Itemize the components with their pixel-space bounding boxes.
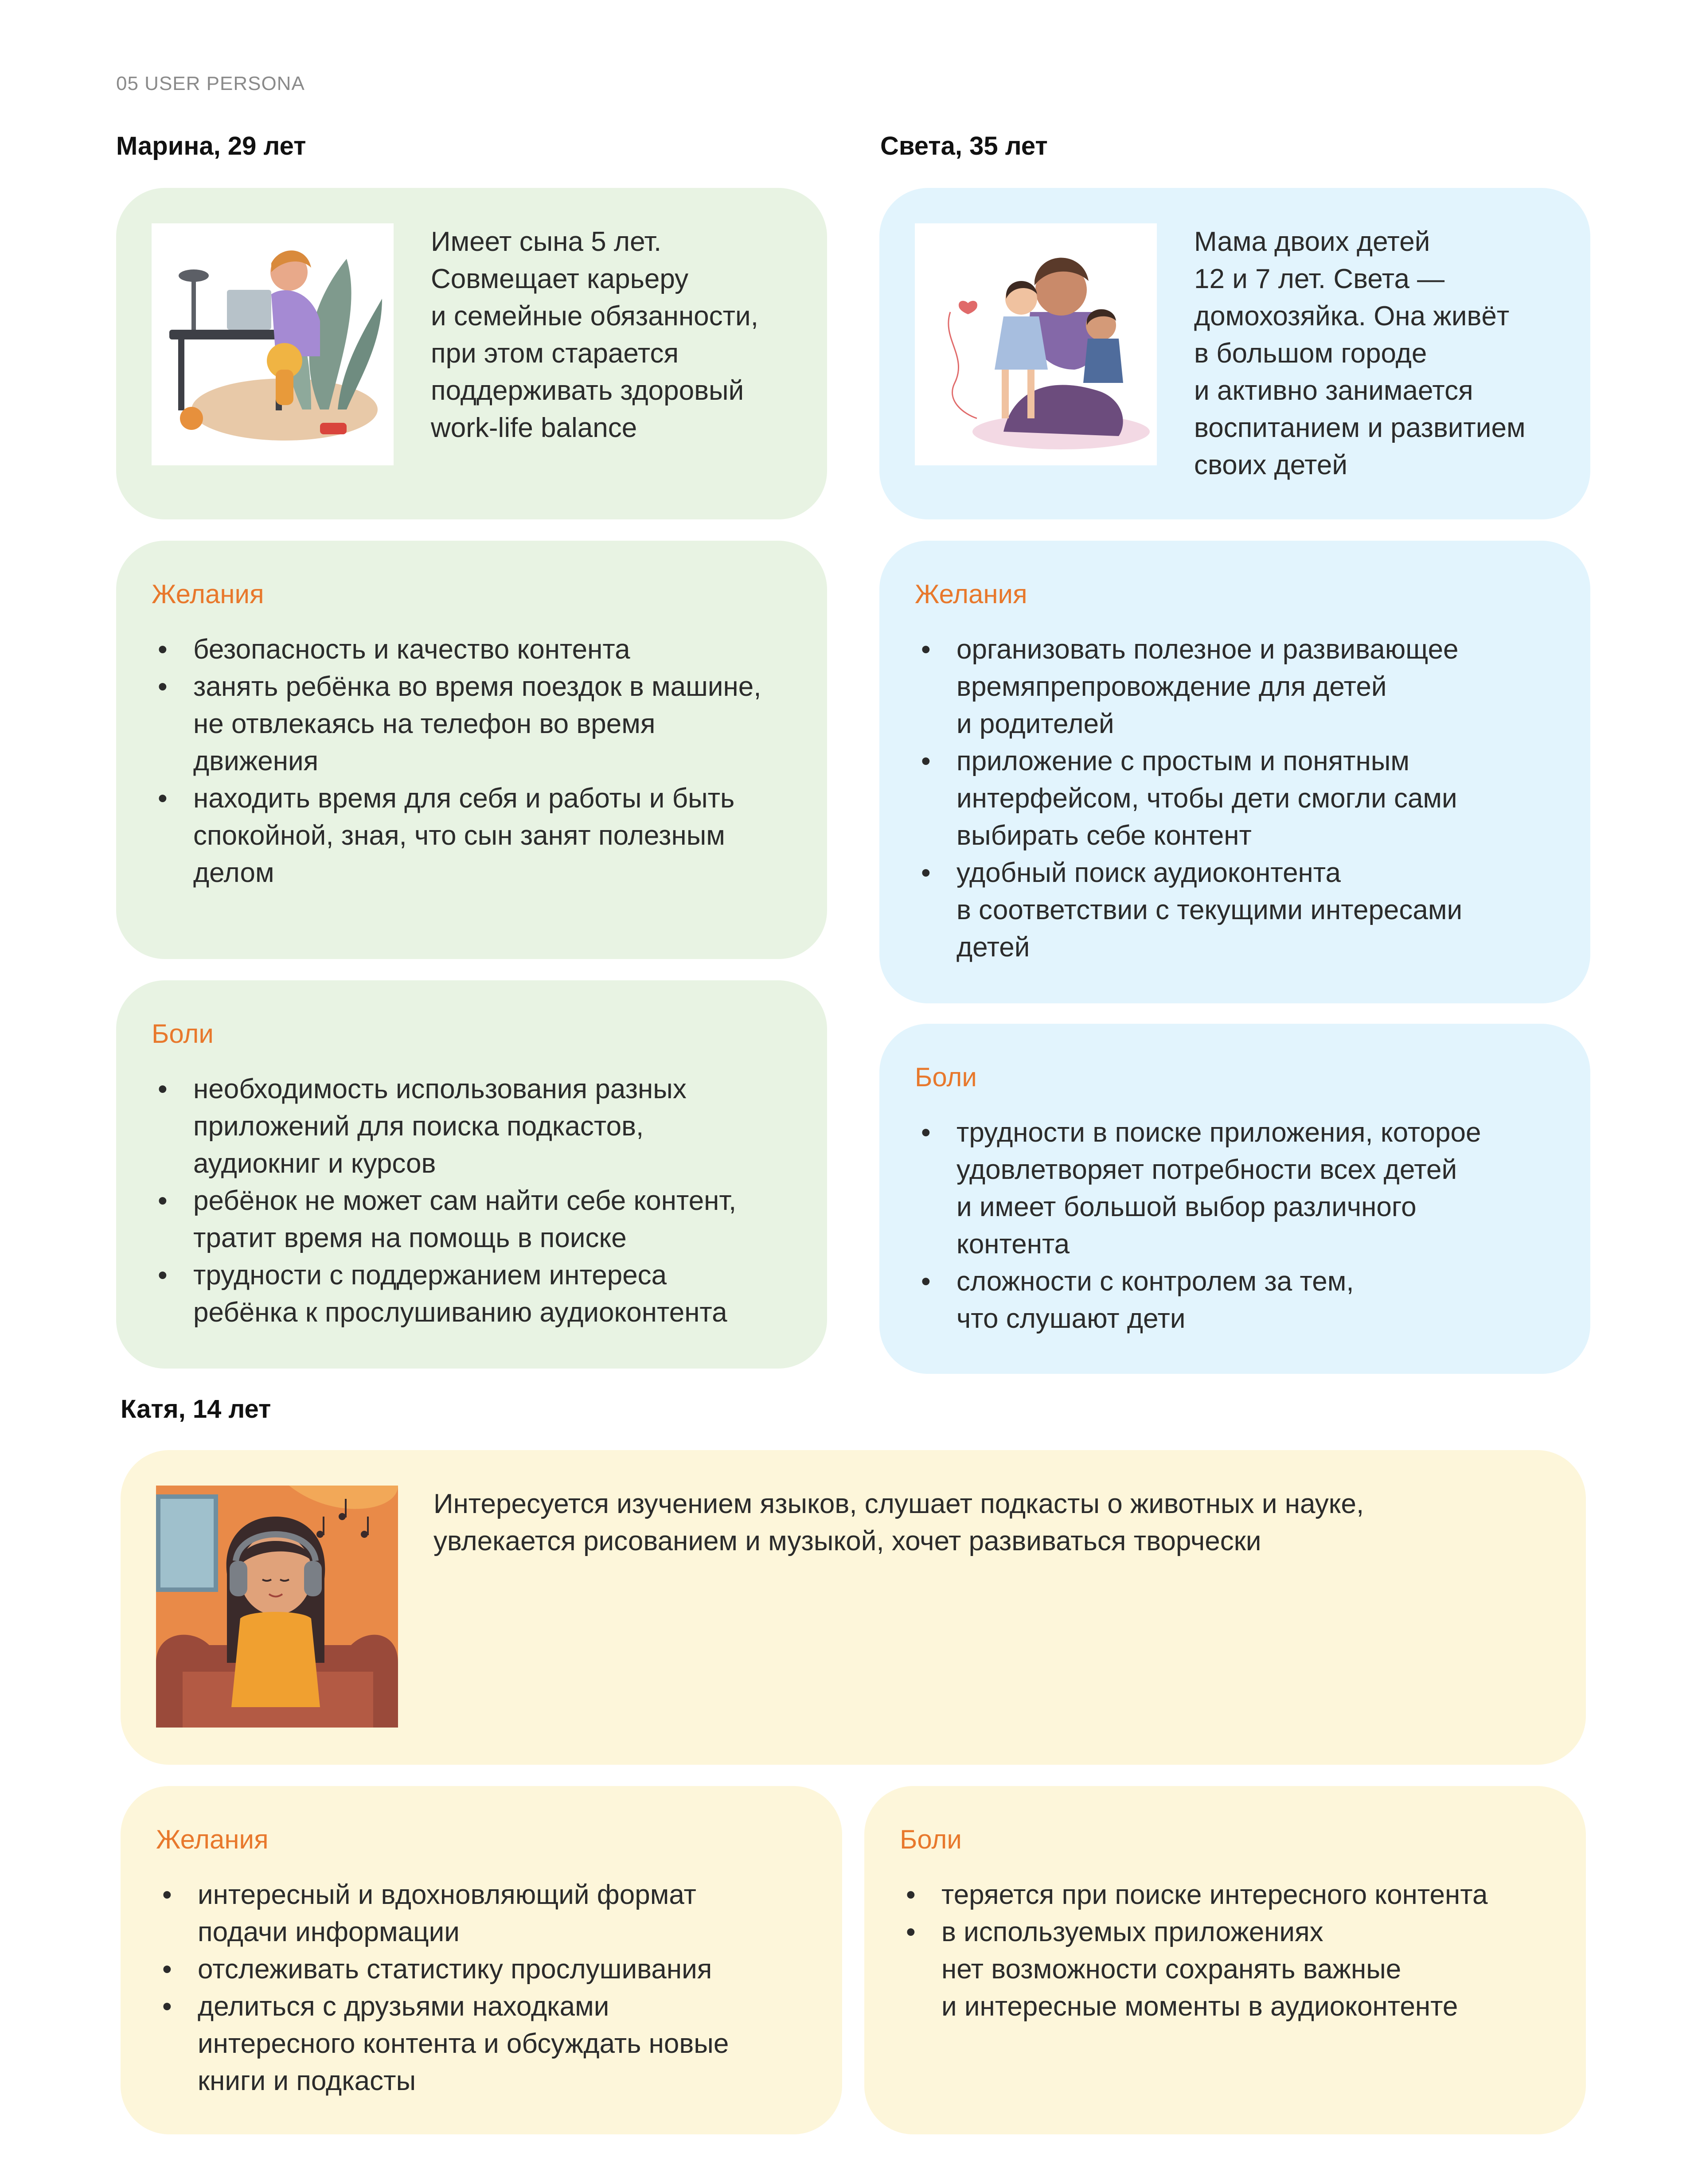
pains-list-katya (900, 1876, 1565, 2025)
pains-card-katya (864, 1786, 1586, 2134)
list-item: • трудности с поддержанием интереса ребёнка к прослушиванию аудиоконтента (152, 1257, 808, 1331)
pains-title: Боли (915, 1062, 977, 1092)
persona-intro-text-katya (433, 1486, 1364, 1560)
list-item: • занять ребёнка во время поездок в машине, не отвлекаясь на телефон во время движения (152, 668, 808, 780)
list-item: • организовать полезное и развивающее времяпрепровождение для детей и родителей (915, 631, 1571, 743)
pains-title: Боли (900, 1825, 962, 1854)
persona-intro-card-katya (121, 1450, 1586, 1765)
persona-name-marina: Марина, 29 лет (116, 132, 306, 160)
list-item: • теряется при поиске интересного контента (900, 1876, 1565, 1914)
intro-line: 12 и 7 лет. Света — (1194, 264, 1445, 294)
desires-title: Желания (152, 579, 264, 609)
persona-intro-text-sveta (1194, 223, 1526, 484)
list-item: • ребёнок не может сам найти себе контент, тратит время на помощь в поиске (152, 1182, 808, 1257)
mother-with-children-illustration (915, 223, 1157, 465)
desires-list-marina (152, 631, 808, 892)
desires-card-marina (116, 541, 827, 959)
persona-intro-card-sveta (879, 188, 1590, 519)
woman-working-illustration (152, 223, 394, 465)
intro-line: и семейные обязанности, (431, 301, 758, 332)
pains-list-marina (152, 1071, 808, 1331)
girl-with-headphones-illustration (156, 1486, 398, 1728)
desires-title: Желания (156, 1825, 269, 1854)
intro-line: в большом городе (1194, 338, 1427, 369)
desires-card-katya (121, 1786, 842, 2134)
intro-line: Совмещает карьеру (431, 264, 689, 294)
section-label: 05 USER PERSONA (116, 73, 305, 94)
list-item: • в используемых приложениях нет возможности сохранять важные и интересные моменты в аудиоконтенте (900, 1914, 1565, 2025)
persona-name-sveta: Света, 35 лет (880, 132, 1048, 160)
intro-line: поддерживать здоровый (431, 375, 744, 406)
persona-intro-card-marina (116, 188, 827, 519)
desires-list-katya (156, 1876, 821, 2100)
list-item: • отслеживать статистику прослушивания (156, 1951, 821, 1988)
persona-intro-text-marina (431, 223, 758, 447)
intro-line: Мама двоих детей (1194, 226, 1430, 257)
pains-title: Боли (152, 1019, 214, 1049)
intro-line: Интересуется изучением языков, слушает подкасты о животных и науке, (433, 1489, 1364, 1519)
persona-name-katya: Катя, 14 лет (121, 1395, 271, 1424)
intro-line: увлекается рисованием и музыкой, хочет развиваться творчески (433, 1526, 1261, 1556)
list-item: • сложности с контролем за тем, что слушают дети (915, 1263, 1571, 1338)
desires-card-sveta (879, 541, 1590, 1003)
list-item: • удобный поиск аудиоконтента в соответствии с текущими интересами детей (915, 854, 1571, 966)
list-item: • необходимость использования разных приложений для поиска подкастов, аудиокниг и курсов (152, 1071, 808, 1182)
list-item: • приложение с простым и понятным интерфейсом, чтобы дети смогли сами выбирать себе контент (915, 743, 1571, 854)
intro-line: work-life balance (431, 413, 637, 443)
pains-list-sveta (915, 1114, 1571, 1338)
list-item: • делиться с друзьями находками интересного контента и обсуждать новые книги и подкасты (156, 1988, 821, 2100)
intro-line: своих детей (1194, 450, 1347, 480)
intro-line: домохозяйка. Она живёт (1194, 301, 1510, 332)
desires-list-sveta (915, 631, 1571, 966)
pains-card-marina (116, 980, 827, 1369)
list-item: • трудности в поиске приложения, которое удовлетворяет потребности всех детей и имеет большой выбор различного контента (915, 1114, 1571, 1263)
list-item: • интересный и вдохновляющий формат подачи информации (156, 1876, 821, 1951)
pains-card-sveta (879, 1024, 1590, 1374)
intro-line: и активно занимается (1194, 375, 1473, 406)
intro-line: при этом старается (431, 338, 679, 369)
intro-line: Имеет сына 5 лет. (431, 226, 662, 257)
list-item: • находить время для себя и работы и быть спокойной, зная, что сын занят полезным делом (152, 780, 808, 892)
desires-title: Желания (915, 579, 1027, 609)
list-item: • безопасность и качество контента (152, 631, 808, 668)
intro-line: воспитанием и развитием (1194, 413, 1526, 443)
